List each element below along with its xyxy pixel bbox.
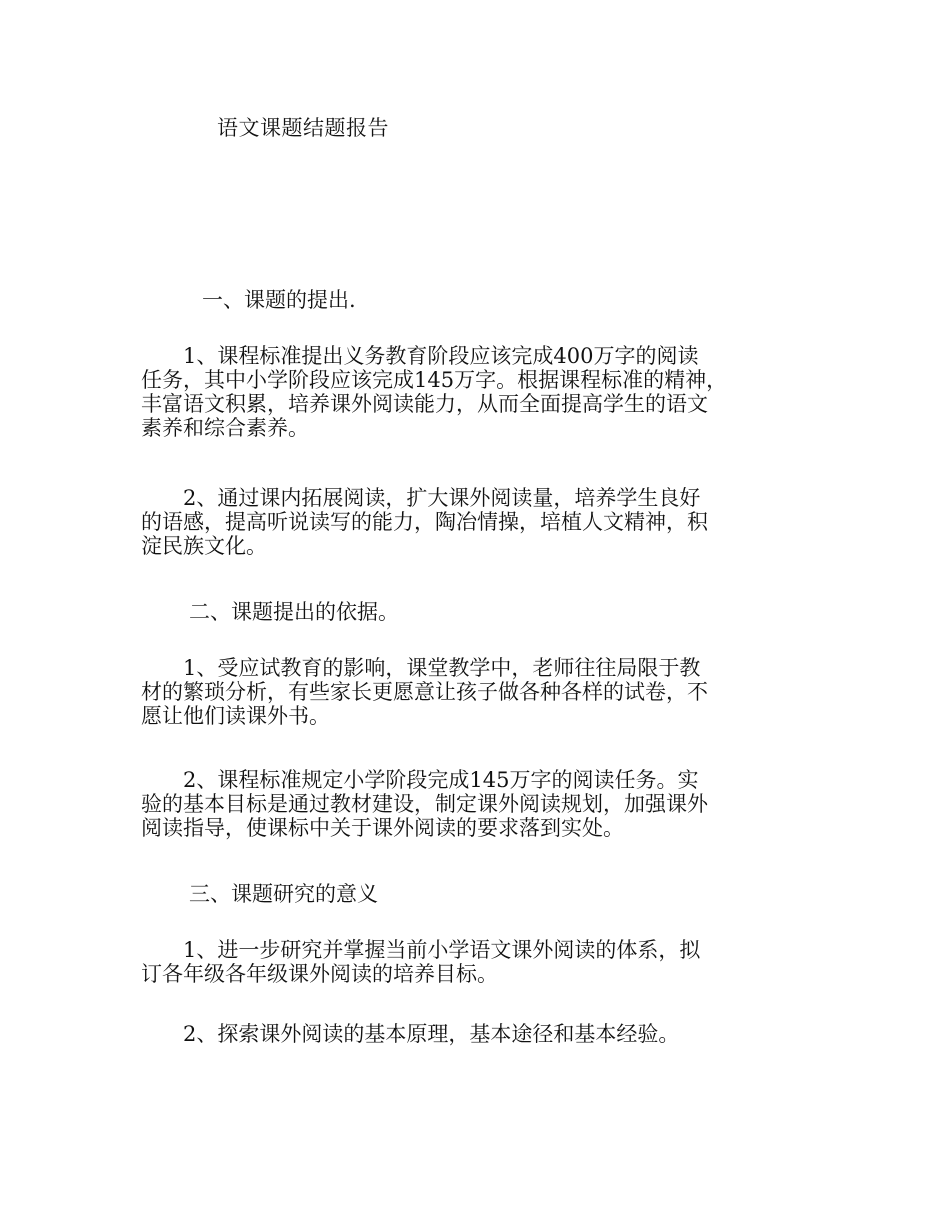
paragraph-2-1 <box>141 656 821 728</box>
paragraph-line: 丰富语文积累，培养课外阅读能力，从而全面提高学生的语文 <box>141 392 708 416</box>
paragraph-1-1 <box>141 344 821 440</box>
paragraph-2-2 <box>141 768 821 840</box>
paragraph-line: 验的基本目标是通过教材建设，制定课外阅读规划，加强课外 <box>141 792 708 816</box>
section-heading-3-text: 三、课题研究的意义 <box>189 882 378 906</box>
paragraph-line: 订各年级各年级课外阅读的培养目标。 <box>141 962 498 986</box>
paragraph-line: 2、课程标准规定小学阶段完成145万字的阅读任务。实 <box>141 768 699 792</box>
paragraph-line: 任务，其中小学阶段应该完成145万字。根据课程标准的精神， <box>141 368 728 392</box>
paragraph-line: 1、进一步研究并掌握当前小学语文课外阅读的体系，拟 <box>141 938 701 962</box>
section-heading-3 <box>141 880 378 908</box>
paragraph-3-1 <box>141 938 821 986</box>
paragraph-line: 2、通过课内拓展阅读，扩大课外阅读量，培养学生良好 <box>141 486 701 510</box>
paragraph-line: 愿让他们读课外书。 <box>141 704 330 728</box>
paragraph-line: 的语感，提高听说读写的能力，陶冶情操，培植人文精神，积 <box>141 510 708 534</box>
section-heading-2-text: 二、课题提出的依据。 <box>189 600 399 624</box>
section-heading-2 <box>141 598 399 626</box>
paragraph-line: 1、受应试教育的影响，课堂教学中，老师往往局限于教 <box>141 656 701 680</box>
paragraph-line: 素养和综合素养。 <box>141 416 309 440</box>
paragraph-3-2 <box>141 1022 821 1046</box>
paragraph-1-2 <box>141 486 821 558</box>
paragraph-line: 淀民族文化。 <box>141 534 267 558</box>
paragraph-line: 1、课程标准提出义务教育阶段应该完成400万字的阅读 <box>141 344 699 368</box>
paragraph-line: 2、探索课外阅读的基本原理，基本途径和基本经验。 <box>141 1022 680 1046</box>
paragraph-line: 阅读指导，使课标中关于课外阅读的要求落到实处。 <box>141 816 624 840</box>
document-title: 语文课题结题报告 <box>217 116 389 140</box>
paragraph-line: 材的繁琐分析，有些家长更愿意让孩子做各种各样的试卷，不 <box>141 680 708 704</box>
section-heading-1: 一、课题的提出. <box>202 288 356 312</box>
